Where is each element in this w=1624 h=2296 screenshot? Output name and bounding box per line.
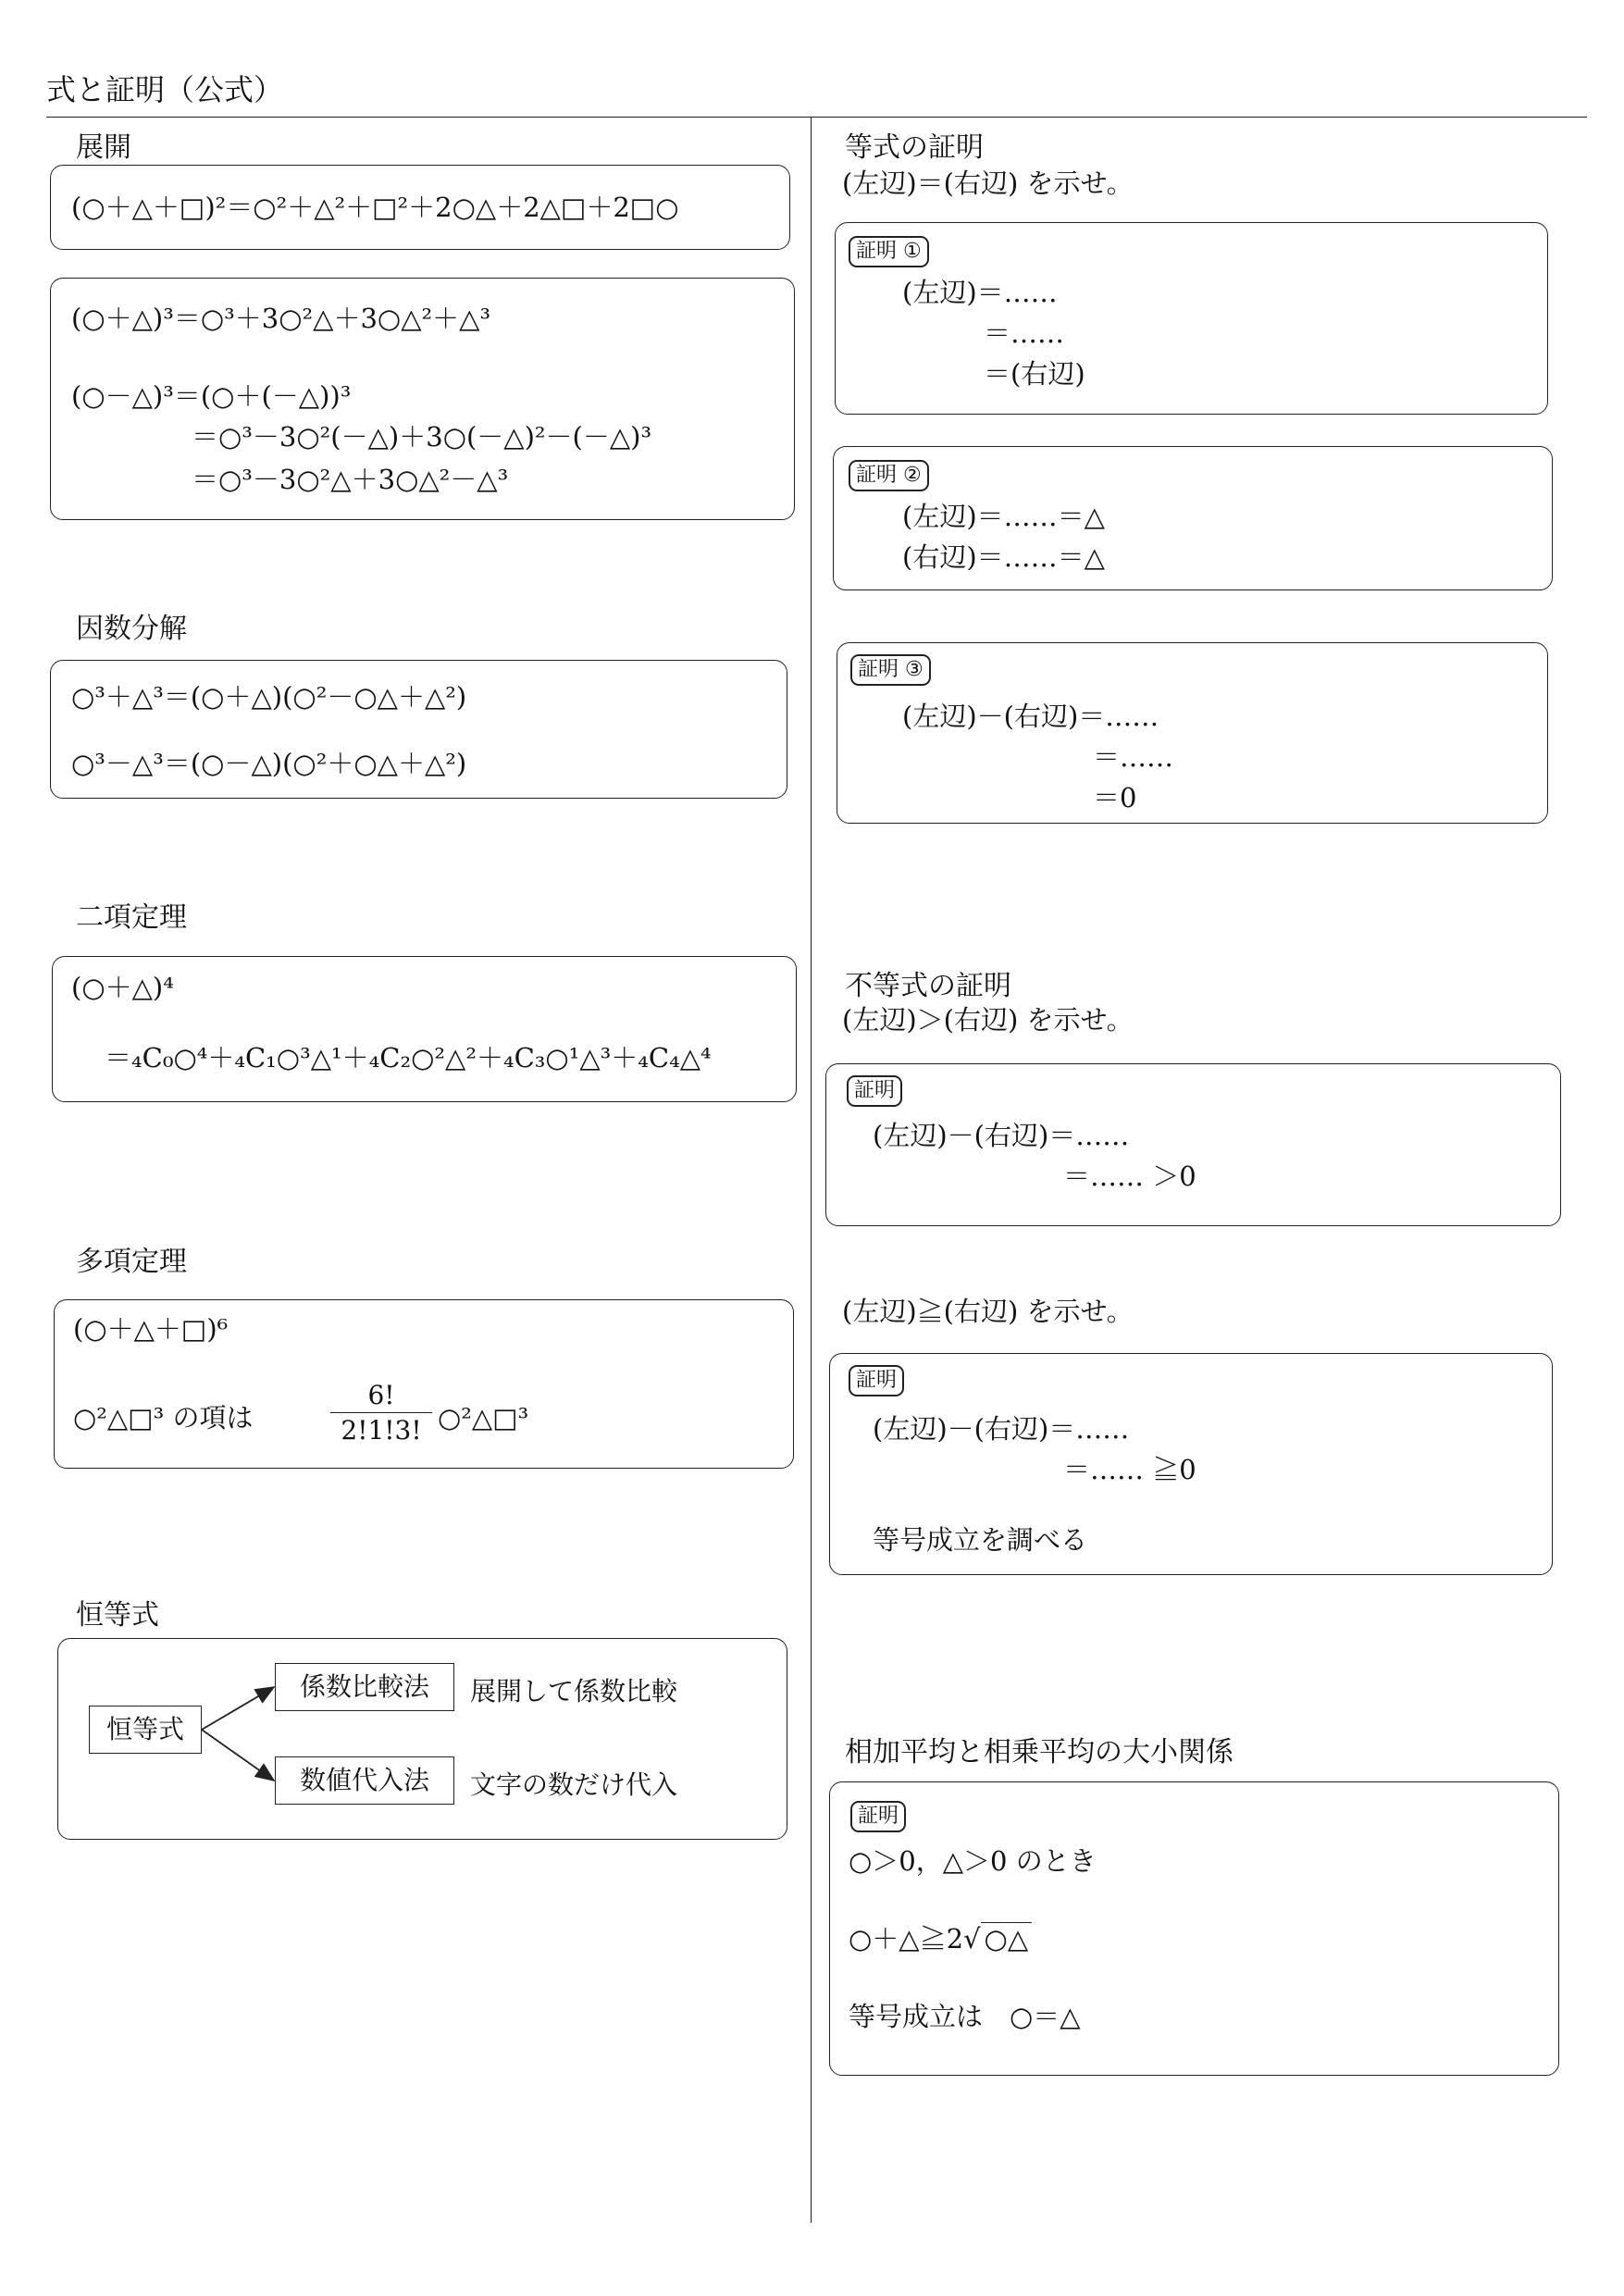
binomial-heading: 二項定理 — [76, 901, 187, 934]
proof1-line3: ＝(右辺) — [984, 358, 1085, 390]
amgm-badge: 証明 — [850, 1801, 906, 1832]
formula-cube-plus: (○＋△)³＝○³＋3○²△＋3○△²＋△³ — [71, 303, 491, 334]
strict-proof-line2: ＝…… ＞0 — [1063, 1160, 1196, 1192]
formula-cube-minus-2: ＝○³－3○²(－△)＋3○(－△)²－(－△)³ — [192, 421, 652, 453]
proof1-line2: ＝…… — [984, 317, 1065, 349]
inequality-goal-strict: (左辺)＞(右辺) を示せ。 — [842, 1004, 1134, 1036]
equality-proof1-box — [835, 222, 1548, 415]
strict-proof-badge: 証明 — [847, 1075, 902, 1107]
formula-square: (○＋△＋□)²＝○²＋△²＋□²＋2○△＋2△□＋2□○ — [71, 192, 679, 223]
method-coefficient-desc: 展開して係数比較 — [470, 1676, 678, 1706]
arrow-to-substitution — [202, 1730, 274, 1781]
nonstrict-proof-line3: 等号成立を調べる — [873, 1524, 1088, 1556]
binomial-line2: ＝₄C₀○⁴＋₄C₁○³△¹＋₄C₂○²△²＋₄C₃○¹△³＋₄C₄△⁴ — [105, 1042, 712, 1074]
proof1-badge: 証明 ① — [849, 236, 929, 267]
sqrt-radicand: ○△ — [981, 1922, 1033, 1955]
inequality-goal-nonstrict: (左辺)≧(右辺) を示せ。 — [842, 1296, 1134, 1327]
proof1-line1: (左辺)＝…… — [902, 277, 1058, 308]
proof2-badge: 証明 ② — [849, 460, 929, 491]
method-coefficient-node: 係数比較法 — [275, 1663, 454, 1711]
method-substitution-desc: 文字の数だけ代入 — [470, 1769, 678, 1800]
proof3-line2: ＝…… — [1093, 741, 1174, 773]
sqrt-sign: √ — [963, 1923, 981, 1955]
proof3-badge: 証明 ③ — [850, 654, 931, 686]
factor-heading: 因数分解 — [76, 613, 187, 645]
strict-proof-line1: (左辺)－(右辺)＝…… — [873, 1120, 1130, 1151]
expansion-heading: 展開 — [76, 131, 131, 164]
amgm-heading: 相加平均と相乗平均の大小関係 — [845, 1736, 1233, 1769]
amgm-inequality — [849, 1923, 1032, 1955]
formula-cube-minus-1: (○－△)³＝(○＋(－△))³ — [71, 380, 352, 412]
proof2-line1: (左辺)＝……＝△ — [902, 501, 1105, 532]
method-substitution-node: 数値代入法 — [275, 1756, 454, 1805]
formula-diff-cubes: ○³－△³＝(○－△)(○²＋○△＋△²) — [71, 748, 467, 779]
page-title: 式と証明（公式） — [46, 72, 284, 107]
proof3-line3: ＝0 — [1093, 782, 1137, 813]
binomial-line1: (○＋△)⁴ — [71, 972, 174, 1003]
proof3-line1: (左辺)－(右辺)＝…… — [902, 701, 1159, 732]
amgm-equality-condition: 等号成立は ○＝△ — [849, 2001, 1081, 2032]
inequality-proof-strict-box — [825, 1063, 1561, 1226]
nonstrict-proof-badge: 証明 — [849, 1365, 904, 1396]
fraction-denominator: 2!1!3! — [341, 1415, 422, 1446]
equality-goal: (左辺)＝(右辺) を示せ。 — [842, 168, 1134, 199]
inequality-proof-nonstrict-box — [829, 1353, 1553, 1575]
equality-proof2-box — [833, 446, 1553, 590]
amgm-box — [829, 1781, 1559, 2076]
formula-cube-minus-3: ＝○³－3○²△＋3○△²－△³ — [192, 464, 509, 495]
inequality-heading: 不等式の証明 — [845, 970, 1011, 1002]
equality-proof3-box — [837, 642, 1548, 824]
multinomial-line1: (○＋△＋□)⁶ — [73, 1313, 229, 1345]
nonstrict-proof-line2: ＝…… ≧0 — [1063, 1454, 1196, 1485]
equality-heading: 等式の証明 — [845, 131, 984, 164]
nonstrict-proof-line1: (左辺)－(右辺)＝…… — [873, 1413, 1130, 1445]
multinomial-term-label: ○²△□³ の項は — [73, 1402, 254, 1433]
arrow-to-coefficient — [202, 1687, 274, 1730]
identity-root-node: 恒等式 — [89, 1706, 202, 1754]
identity-heading: 恒等式 — [76, 1599, 159, 1632]
multinomial-term-tail: ○²△□³ — [438, 1402, 529, 1433]
proof2-line2: (右辺)＝……＝△ — [902, 541, 1105, 573]
amgm-inequality-left: ○＋△≧2 — [849, 1923, 964, 1955]
multinomial-heading: 多項定理 — [76, 1246, 187, 1278]
formula-sum-cubes: ○³＋△³＝(○＋△)(○²－○△＋△²) — [71, 681, 467, 713]
amgm-condition: ○＞0，△＞0 のとき — [849, 1845, 1097, 1877]
fraction-numerator: 6! — [367, 1380, 395, 1410]
